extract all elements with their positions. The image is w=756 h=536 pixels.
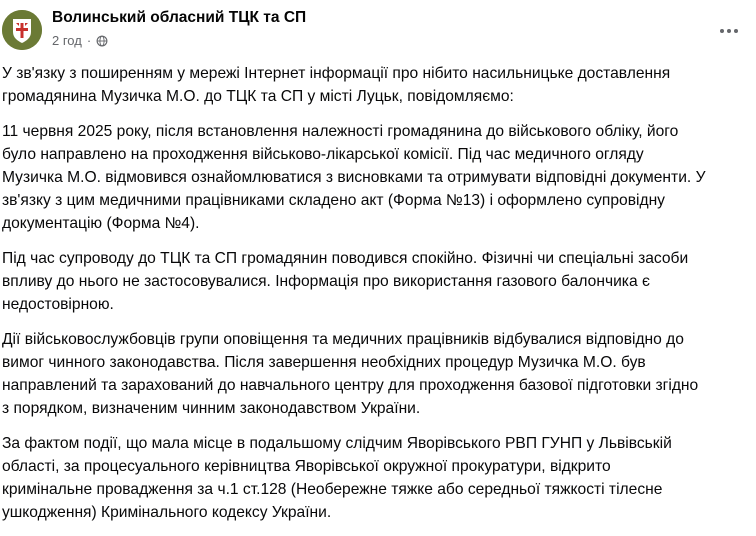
more-horizontal-icon	[719, 28, 739, 34]
page-name[interactable]: Волинський обласний ТЦК та СП	[52, 9, 307, 26]
globe-icon[interactable]	[96, 35, 108, 47]
post-meta	[52, 33, 108, 48]
post-timestamp[interactable]: 2 год	[52, 33, 82, 48]
post-text	[2, 62, 746, 536]
post-paragraph: Дії військовослужбовців групи оповіщення та медичних працівників відбувалися відповідно до вимог чинного законодавства. Після завершення необхідних процедур Музичка М.О. був направлений та зарахований до навчального центру для проходження базової підготовки згідно з порядком, визначеним чинним законодавством України.	[2, 331, 699, 417]
post-paragraph: 11 червня 2025 року, після встановлення належності громадянина до військового обліку, його було направлено на проходження військово-лікарської комісії. Під час медичного огляду Музичка М.О. відмовився ознайомлюватися з висновками та отримувати відповідні документи. У зв'язку з цим медичними працівниками складено акт (Форма №13) і оформлено супровідну документацію (Форма №4).	[2, 123, 706, 232]
more-options-button[interactable]	[714, 16, 744, 46]
post-header	[0, 0, 756, 58]
meta-separator: ·	[86, 33, 92, 48]
post-paragraph: За фактом події, що мала місце в подальшому слідчим Яворівського РВП ГУНП у Львівській області, за процесуального керівництва Яворівської окружної прокуратури, відкрито кримінальне провадження за ч.1 ст.128 (Необережне тяжке або середньої тяжкості тілесне ушкодження) Кримінального кодексу України.	[2, 435, 672, 521]
post-paragraph: У зв'язку з поширенням у мережі Інтернет інформації про нібито насильницьке доставлення громадянина Музичка М.О. до ТЦК та СП у місті Луцьк, повідомляємо:	[2, 65, 671, 105]
post-paragraph: Під час супроводу до ТЦК та СП громадянин поводився спокійно. Фізичні чи спеціальні засоби впливу до нього не застосовувалися. Інформація про використання газового балончика є недостовірною.	[2, 250, 689, 313]
emblem-icon	[2, 10, 42, 50]
page-avatar[interactable]	[2, 10, 42, 50]
